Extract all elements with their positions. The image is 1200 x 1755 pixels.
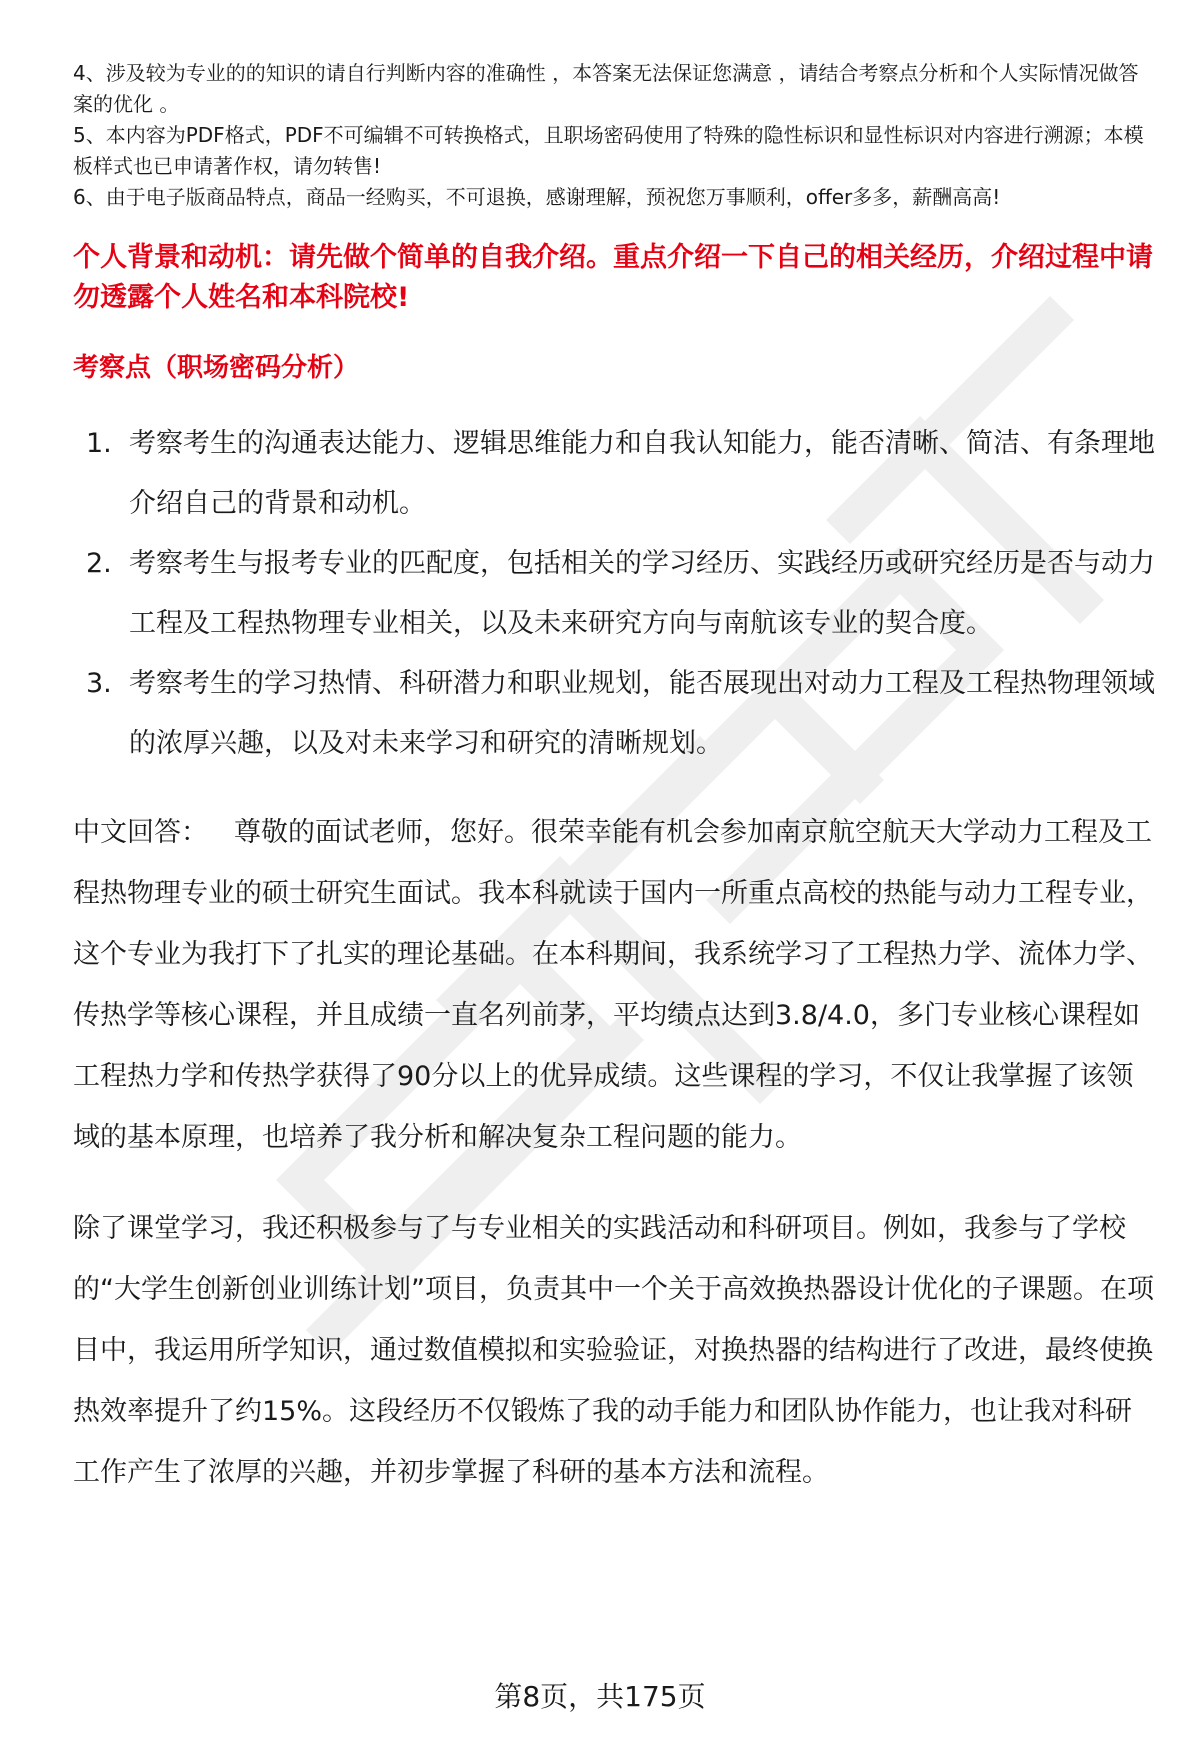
list-item — [73, 534, 1158, 654]
list-item — [73, 414, 1158, 534]
answer-paragraph — [73, 802, 1158, 1168]
note-item: 6、由于电子版商品特点，商品一经购买，不可退换，感谢理解，预祝您万事顺利，offer多多，薪酬高高! — [73, 185, 1001, 209]
answer-text: 尊敬的面试老师，您好。很荣幸能有机会参加南京航空航天大学动力工程及工程热物理专业的硕士研究生面试。我本科就读于国内一所重点高校的热能与动力工程专业，这个专业为我打下了扎实的理论基础。在本科期间，我系统学习了工程热力学、流体力学、传热学等核心课程，并且成绩一直名列前茅，平均绩点达到3.8/4.0，多门专业核心课程如工程热力学和传热学获得了90分以上的优异成绩。这些课程的学习，不仅让我掌握了该领域的基本原理，也培养了我分析和解决复杂工程问题的能力。 — [73, 817, 1153, 1153]
note-item: 4、涉及较为专业的的知识的请自行判断内容的准确性 ，本答案无法保证您满意 ，请结合考察点分析和个人实际情况做答案的优化 。 — [73, 61, 1139, 116]
assessment-points-list — [73, 414, 1158, 774]
list-item-text: 考察考生与报考专业的匹配度，包括相关的学习经历、实践经历或研究经历是否与动力工程及工程热物理专业相关，以及未来研究方向与南航该专业的契合度。 — [129, 548, 1155, 639]
page-content — [73, 58, 1158, 1503]
notes-section — [73, 58, 1158, 213]
question-title: 个人背景和动机：请先做个简单的自我介绍。重点介绍一下自己的相关经历，介绍过程中请勿透露个人姓名和本科院校! — [73, 242, 1153, 313]
list-number: 3. — [86, 668, 112, 699]
page-number: 第8页，共175页 — [494, 1680, 706, 1713]
answer-paragraph: 除了课堂学习，我还积极参与了与专业相关的实践活动和科研项目。例如，我参与了学校的“大学生创新创业训练计划”项目，负责其中一个关于高效换热器设计优化的子课题。在项目中，我运用所学知识，通过数值模拟和实验验证，对换热器的结构进行了改进，最终使换热效率提升了约15%。这段经历不仅锻炼了我的动手能力和团队协作能力，也让我对科研工作产生了浓厚的兴趣，并初步掌握了科研的基本方法和流程。 — [73, 1213, 1154, 1488]
note-item: 5、本内容为PDF格式，PDF不可编辑不可转换格式，且职场密码使用了特殊的隐性标识和显性标识对内容进行溯源；本模板样式也已申请著作权，请勿转售! — [73, 123, 1144, 178]
list-item-text: 考察考生的沟通表达能力、逻辑思维能力和自我认知能力，能否清晰、简洁、有条理地介绍自己的背景和动机。 — [129, 428, 1155, 519]
list-number: 1. — [86, 428, 112, 459]
answer-lead: 中文回答： — [73, 817, 208, 848]
list-item-text: 考察考生的学习热情、科研潜力和职业规划，能否展现出对动力工程及工程热物理领域的浓厚兴趣，以及对未来学习和研究的清晰规划。 — [129, 668, 1155, 759]
list-item — [73, 654, 1158, 774]
points-title: 考察点（职场密码分析） — [73, 353, 360, 383]
list-number: 2. — [86, 548, 112, 579]
